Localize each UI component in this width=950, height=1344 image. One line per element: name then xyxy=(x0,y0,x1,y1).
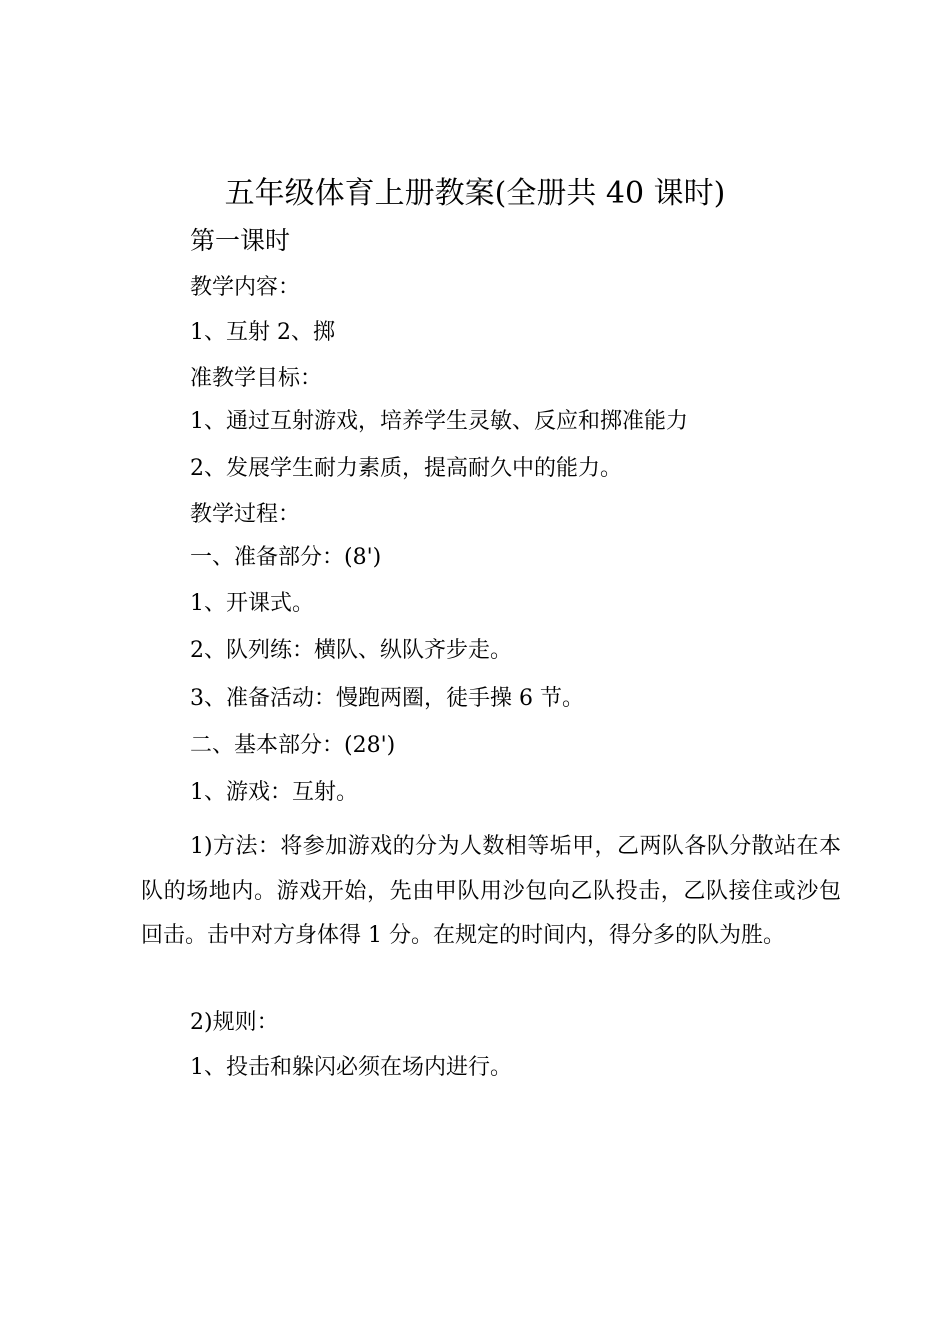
text-line: 准教学目标： xyxy=(190,366,323,391)
text-line: 1、游戏：互射。 xyxy=(190,780,358,805)
text-line: 1、互射 2、掷 xyxy=(190,320,335,345)
text-line: 2、队列练：横队、纵队齐步走。 xyxy=(190,638,512,663)
text-line: 教学内容： xyxy=(190,275,301,300)
lesson-heading: 第一课时 xyxy=(190,226,291,255)
text-line: 二、基本部分：(28') xyxy=(190,733,396,758)
text-line: 2、发展学生耐力素质，提高耐久中的能力。 xyxy=(190,456,622,481)
text-line: 1、开课式。 xyxy=(190,591,314,616)
text-line: 3、准备活动：慢跑两圈，徒手操 6 节。 xyxy=(190,686,584,711)
text-line: 2)规则： xyxy=(190,1010,279,1035)
text-line: 1、投击和躲闪必须在场内进行。 xyxy=(190,1055,512,1080)
text-line: 1、通过互射游戏，培养学生灵敏、反应和掷准能力 xyxy=(190,409,688,434)
document-title: 五年级体育上册教案(全册共 40 课时) xyxy=(224,176,726,211)
method-paragraph: 1)方法：将参加游戏的分为人数相等垢甲，乙两队各队分散站在本队的场地内。游戏开始，先由甲队用沙包向乙队投击，乙队接住或沙包回击。击中对方身体得 1 分。在规定的时间内，得分多的队为胜。 xyxy=(141,834,841,948)
text-line: 教学过程： xyxy=(190,502,301,527)
text-line: 一、准备部分：(8') xyxy=(190,545,382,570)
